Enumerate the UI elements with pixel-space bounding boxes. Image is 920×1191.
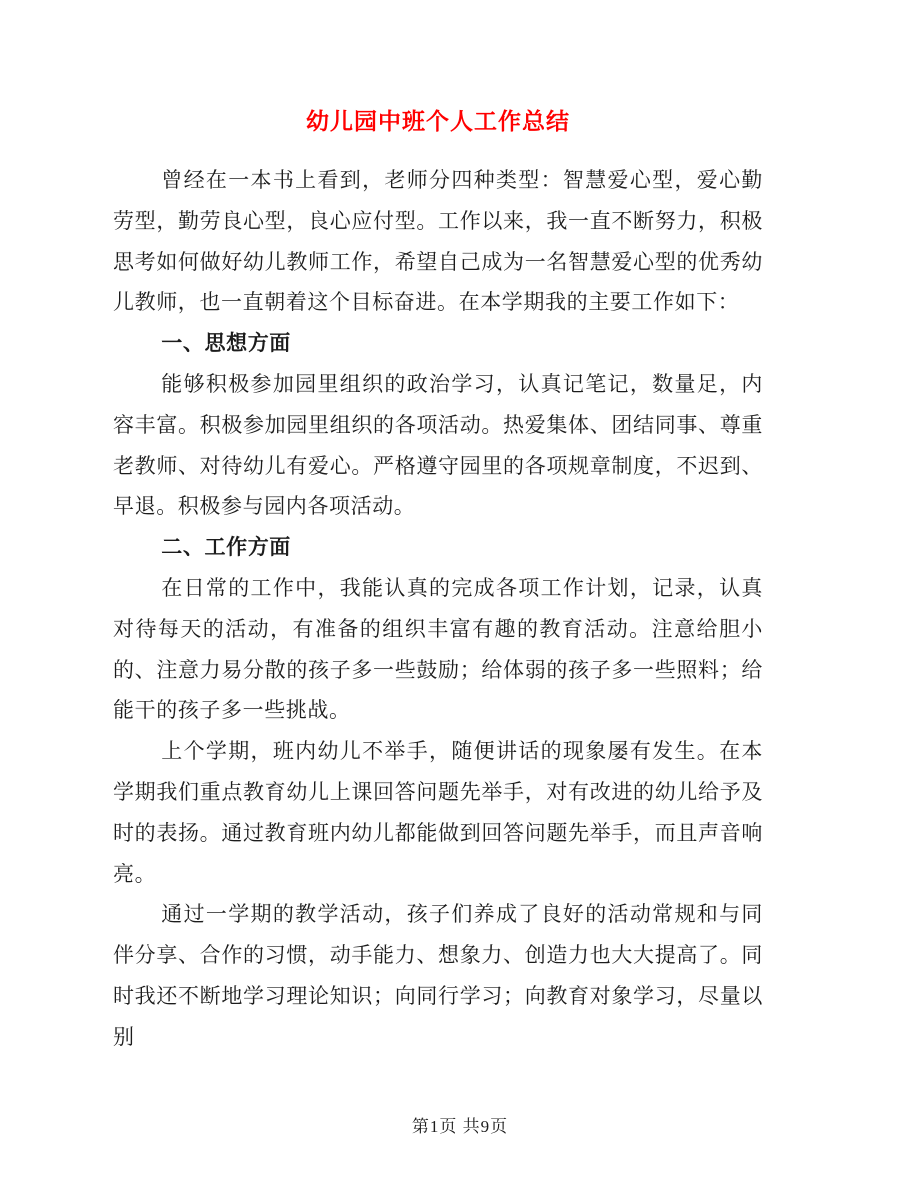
paragraph: 上个学期，班内幼儿不举手，随便讲话的现象屡有发生。在本学期我们重点教育幼儿上课回答问题先举手，对有改进的幼儿给予及时的表扬。通过教育班内幼儿都能做到回答问题先举手，而且声音响亮。 xyxy=(113,739,763,886)
section-heading: 二、工作方面 xyxy=(161,535,291,560)
section-heading: 一、思想方面 xyxy=(161,331,291,356)
document-content xyxy=(113,104,763,1058)
paragraph: 能够积极参加园里组织的政治学习，认真记笔记，数量足，内容丰富。积极参加园里组织的各项活动。热爱集体、团结同事、尊重老教师、对待幼儿有爱心。严格遵守园里的各项规章制度，不迟到、早退。积极参与园内各项活动。 xyxy=(113,371,763,519)
document-title: 幼儿园中班个人工作总结 xyxy=(306,109,570,134)
paragraph: 通过一学期的教学活动，孩子们养成了良好的活动常规和与同伴分享、合作的习惯，动手能力、想象力、创造力也大大提高了。同时我还不断地学习理论知识；向同行学习；向教育对象学习，尽量以别 xyxy=(113,902,763,1049)
paragraph: 曾经在一本书上看到，老师分四种类型：智慧爱心型，爱心勤劳型，勤劳良心型，良心应付型。工作以来，我一直不断努力，积极思考如何做好幼儿教师工作，希望自己成为一名智慧爱心型的优秀幼儿教师，也一直朝着这个目标奋进。在本学期我的主要工作如下： xyxy=(113,168,763,315)
document-body xyxy=(113,160,763,1058)
page-number: 第1页 共9页 xyxy=(411,1117,509,1136)
paragraph: 在日常的工作中，我能认真的完成各项工作计划，记录，认真对待每天的活动，有准备的组织丰富有趣的教育活动。注意给胆小的、注意力易分散的孩子多一些鼓励；给体弱的孩子多一些照料；给能干的孩子多一些挑战。 xyxy=(113,575,763,723)
page-footer xyxy=(0,1112,920,1137)
